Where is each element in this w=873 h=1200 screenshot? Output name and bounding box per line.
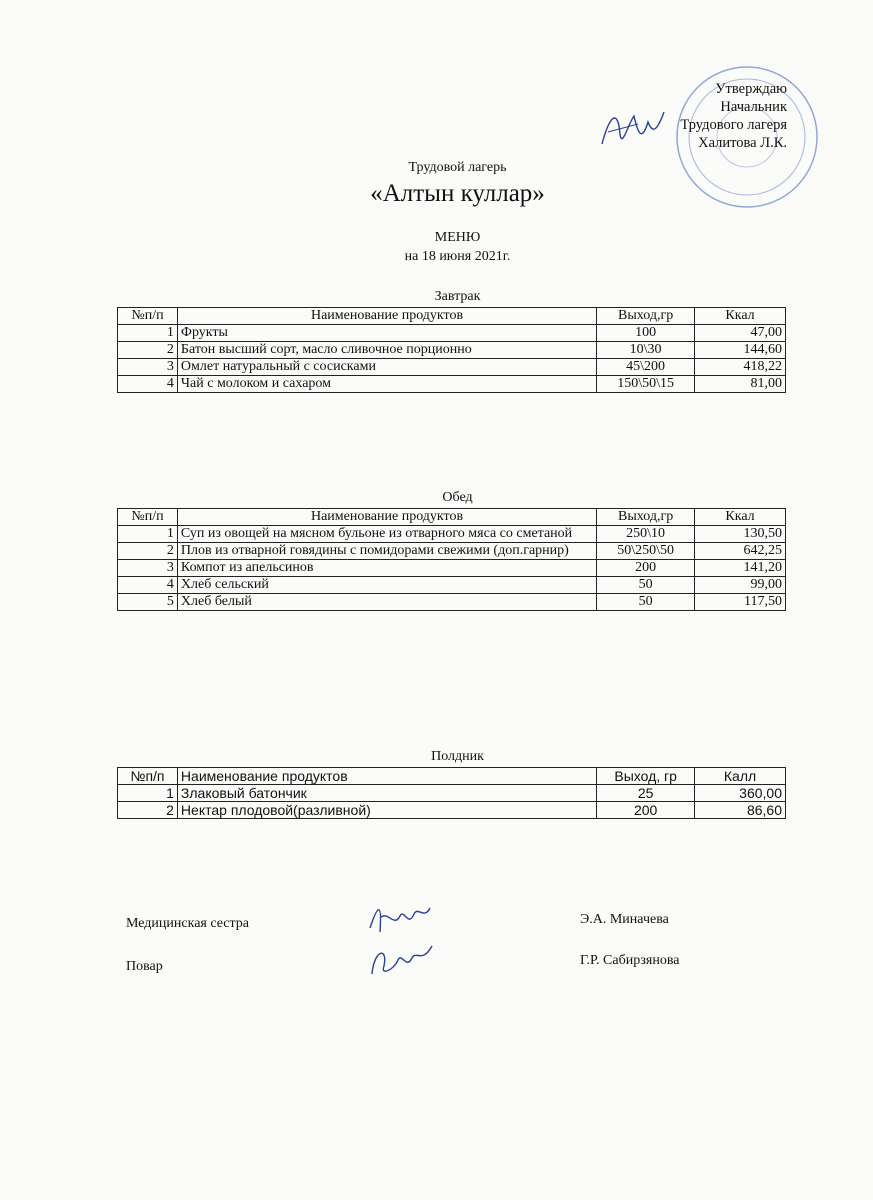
row-number: 3 xyxy=(118,359,178,376)
row-number: 1 xyxy=(118,785,178,802)
product-name: Компот из апельсинов xyxy=(177,560,596,577)
product-yield: 25 xyxy=(597,785,695,802)
product-yield: 50 xyxy=(597,577,695,594)
column-header: Выход,гр xyxy=(597,509,695,526)
table-row xyxy=(118,560,786,577)
product-name: Фрукты xyxy=(177,325,596,342)
nurse-signature xyxy=(364,898,434,938)
row-number: 2 xyxy=(118,342,178,359)
row-number: 2 xyxy=(118,543,178,560)
product-name: Плов из отварной говядины с помидорами свежими (доп.гарнир) xyxy=(177,543,596,560)
column-header: №п/п xyxy=(118,509,178,526)
row-number: 1 xyxy=(118,325,178,342)
product-kcal: 99,00 xyxy=(695,577,786,594)
row-number: 3 xyxy=(118,560,178,577)
menu-title: МЕНЮ xyxy=(434,230,481,245)
product-kcal: 86,60 xyxy=(695,802,786,819)
column-header: Наименование продуктов xyxy=(177,308,596,325)
approval-signature xyxy=(598,104,668,154)
product-name: Хлеб белый xyxy=(177,594,596,611)
snack-table xyxy=(117,767,786,819)
column-header: №п/п xyxy=(118,768,178,785)
row-number: 2 xyxy=(118,802,178,819)
product-yield: 100 xyxy=(597,325,695,342)
approval-block xyxy=(680,80,787,152)
product-kcal: 418,22 xyxy=(695,359,786,376)
table-row xyxy=(118,376,786,393)
product-name: Нектар плодовой(разливной) xyxy=(177,802,596,819)
row-number: 4 xyxy=(118,376,178,393)
breakfast-table xyxy=(117,307,786,393)
product-yield: 10\30 xyxy=(597,342,695,359)
product-name: Суп из овощей на мясном бульоне из отварного мяса со сметаной xyxy=(177,526,596,543)
table-row xyxy=(118,342,786,359)
row-number: 4 xyxy=(118,577,178,594)
cook-name: Г.Р. Сабирзянова xyxy=(580,953,680,968)
camp-label: Трудовой лагерь xyxy=(408,160,507,175)
table-header-row xyxy=(118,768,786,785)
product-yield: 200 xyxy=(597,560,695,577)
column-header: №п/п xyxy=(118,308,178,325)
product-name: Батон высший сорт, масло сливочное порционно xyxy=(177,342,596,359)
column-header: Ккал xyxy=(695,308,786,325)
lunch-table xyxy=(117,508,786,611)
column-header: Выход,гр xyxy=(597,308,695,325)
table-header-row xyxy=(118,509,786,526)
table-row xyxy=(118,785,786,802)
product-kcal: 141,20 xyxy=(695,560,786,577)
product-name: Омлет натуральный с сосисками xyxy=(177,359,596,376)
product-yield: 50 xyxy=(597,594,695,611)
table-row xyxy=(118,802,786,819)
lunch-title: Обед xyxy=(442,490,473,505)
table-row xyxy=(118,594,786,611)
product-name: Чай с молоком и сахаром xyxy=(177,376,596,393)
product-kcal: 47,00 xyxy=(695,325,786,342)
breakfast-title: Завтрак xyxy=(434,289,481,304)
cook-role: Повар xyxy=(126,959,163,974)
product-yield: 250\10 xyxy=(597,526,695,543)
product-kcal: 144,60 xyxy=(695,342,786,359)
table-row xyxy=(118,526,786,543)
product-yield: 150\50\15 xyxy=(597,376,695,393)
product-yield: 50\250\50 xyxy=(597,543,695,560)
row-number: 5 xyxy=(118,594,178,611)
menu-date: на 18 июня 2021г. xyxy=(404,249,511,264)
product-kcal: 642,25 xyxy=(695,543,786,560)
product-kcal: 360,00 xyxy=(695,785,786,802)
product-name: Злаковый батончик xyxy=(177,785,596,802)
table-row xyxy=(118,577,786,594)
column-header: Калл xyxy=(695,768,786,785)
table-row xyxy=(118,543,786,560)
product-yield: 45\200 xyxy=(597,359,695,376)
column-header: Наименование продуктов xyxy=(177,509,596,526)
approval-line-4: Халитова Л.К. xyxy=(698,135,787,151)
nurse-name: Э.А. Миначева xyxy=(580,912,669,927)
product-name: Хлеб сельский xyxy=(177,577,596,594)
column-header: Ккал xyxy=(695,509,786,526)
nurse-role: Медицинская сестра xyxy=(126,916,250,931)
product-kcal: 130,50 xyxy=(695,526,786,543)
product-kcal: 117,50 xyxy=(695,594,786,611)
product-kcal: 81,00 xyxy=(695,376,786,393)
row-number: 1 xyxy=(118,526,178,543)
snack-title: Полдник xyxy=(431,749,484,764)
camp-name: «Алтын куллар» xyxy=(370,180,545,207)
product-yield: 200 xyxy=(597,802,695,819)
column-header: Наименование продуктов xyxy=(177,768,596,785)
table-row xyxy=(118,359,786,376)
column-header: Выход, гр xyxy=(597,768,695,785)
cook-signature xyxy=(364,940,434,980)
approval-line-2: Начальник xyxy=(720,99,787,115)
table-header-row xyxy=(118,308,786,325)
table-row xyxy=(118,325,786,342)
approval-line-3: Трудового лагеря xyxy=(680,117,787,133)
approval-line-1: Утверждаю xyxy=(715,81,787,97)
